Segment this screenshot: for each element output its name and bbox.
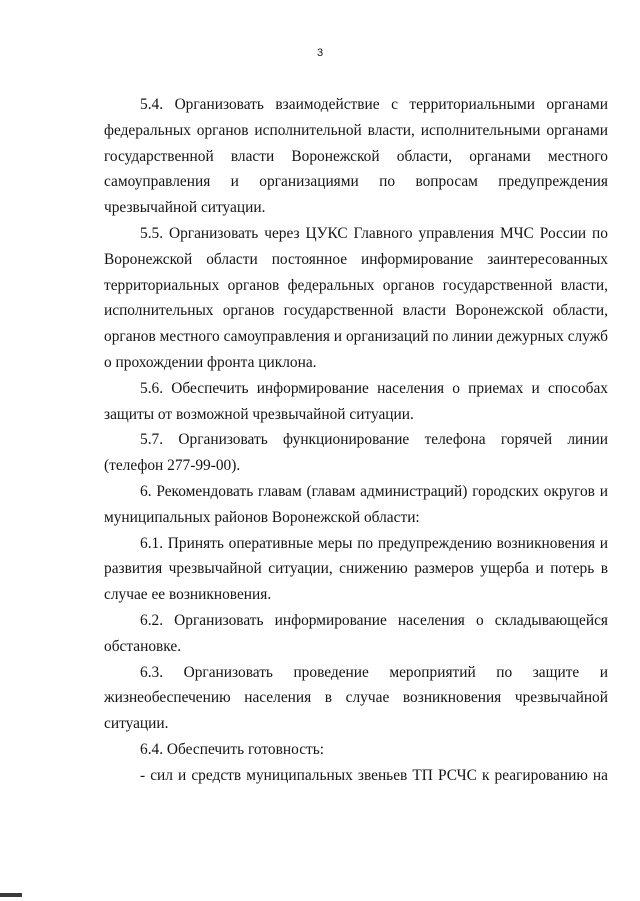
paragraph [104,92,608,221]
text-line: 5.5. Организовать через ЦУКС Главного управления МЧС России по [140,224,608,242]
paragraph [104,660,608,737]
text-line: 6.2. Организовать информирование населения о складывающейся [140,611,608,629]
text-line: обстановке. [104,637,182,655]
text-line: 6. Рекомендовать главам (главам администраций) городских округов и [140,482,608,500]
paragraph [104,531,608,608]
text-line: федеральных органов исполнительной власти, исполнительными органами [104,121,608,139]
text-line: - сил и средств муниципальных звеньев ТП РСЧС к реагированию на [140,766,608,784]
paragraph [104,737,608,763]
page-number: 3 [316,47,324,59]
text-line: случае ее возникновения. [104,586,272,604]
document-body [104,92,608,789]
text-line: органов местного самоуправления и организаций по линии дежурных служб [104,328,608,346]
text-line: 6.4. Обеспечить готовность: [140,740,325,758]
paragraph [104,763,608,789]
paragraph [104,376,608,428]
text-line: муниципальных районов Воронежской области: [104,508,420,526]
text-line: 5.7. Организовать функционирование телефона горячей линии [140,431,608,449]
text-line: защиты от возможной чрезвычайной ситуации. [104,405,414,423]
text-line: Воронежской области постоянное информирование заинтересованных [104,250,608,268]
text-line: (телефон 277-99-00). [104,457,241,475]
text-line: развития чрезвычайной ситуации, снижению размеров ущерба и потерь в [104,560,608,578]
text-line: 5.4. Организовать взаимодействие с территориальными органами [140,96,608,113]
text-line: самоуправления и организациями по вопросам предупреждения [104,173,608,191]
scan-edge-mark [0,893,22,897]
text-line: о прохождении фронта циклона. [104,353,317,371]
text-line: 6.1. Принять оперативные меры по предупреждению возникновения и [140,534,608,552]
text-line: 5.6. Обеспечить информирование населения о приемах и способах [140,379,608,397]
text-line: государственной власти Воронежской области, органами местного [104,147,608,165]
text-line: жизнеобеспечению населения в случае возникновения чрезвычайной [104,689,608,707]
paragraph [104,221,608,376]
text-line: исполнительных органов государственной власти Воронежской области, [104,302,608,320]
paragraph [104,608,608,660]
paragraph [104,479,608,531]
paragraph [104,427,608,479]
text-line: территориальных органов федеральных органов государственной власти, [104,276,608,294]
text-line: чрезвычайной ситуации. [104,199,266,217]
text-line: 6.3. Организовать проведение мероприятий по защите и [140,663,608,681]
text-line: ситуации. [104,715,169,733]
